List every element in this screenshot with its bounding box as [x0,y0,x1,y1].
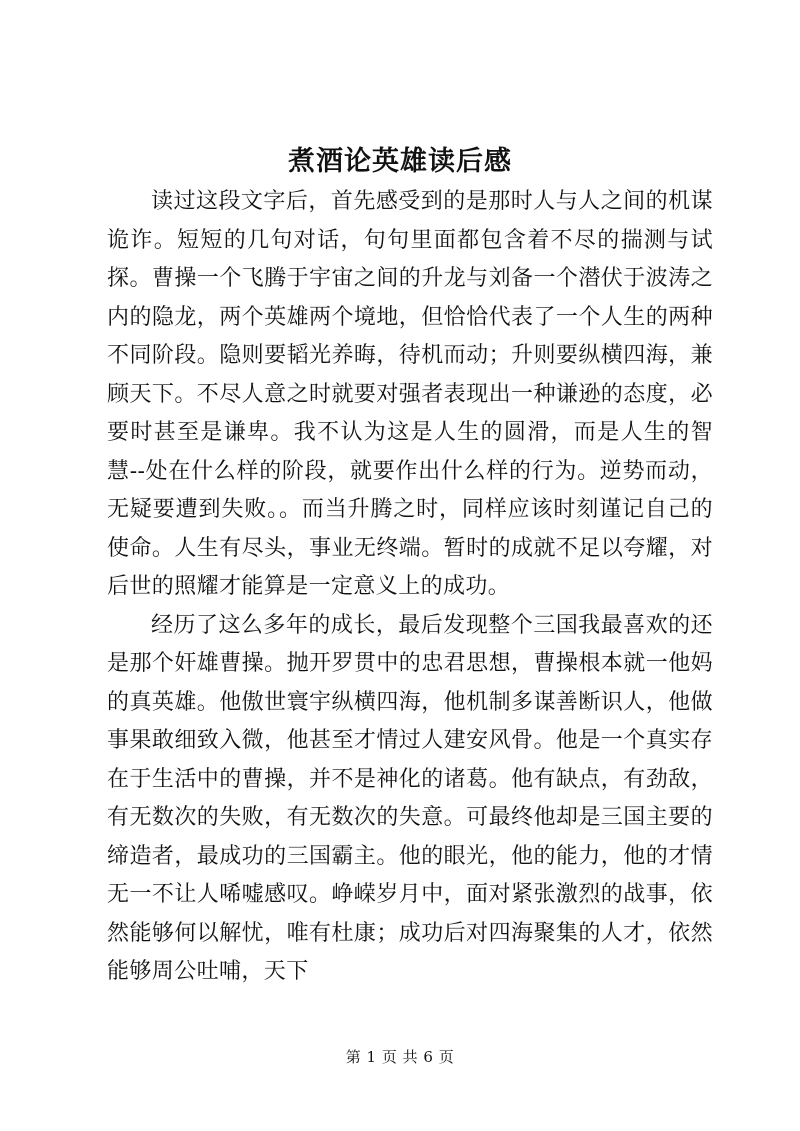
page-title: 煮酒论英雄读后感 [288,146,512,177]
paragraph-2: 经历了这么多年的成长，最后发现整个三国我最喜欢的还是那个奸雄曹操。抛开罗贯中的忠君思想，曹操根本就一他妈的真英雄。他傲世寰宇纵横四海，他机制多谋善断识人，他做事果敢细致入微，他甚至才情过人建安风骨。他是一个真实存在于生活中的曹操，并不是神化的诸葛。他有缺点，有劲敌，有无数次的失败，有无数次的失意。可最终他却是三国主要的缔造者，最成功的三国霸主。他的眼光，他的能力，他的才情无一不让人唏嘘感叹。峥嵘岁月中，面对紧张激烈的战事，依然能够何以解忧，唯有杜康；成功后对四海聚集的人才，依然能够周公吐哺，天下 [107,612,713,984]
document-body [107,183,713,992]
page-footer: 第 1 页 共 6 页 [345,1048,455,1066]
paragraph-1: 读过这段文字后，首先感受到的是那时人与人之间的机谋诡诈。短短的几句对话，句句里面都包含着不尽的揣测与试探。曹操一个飞腾于宇宙之间的升龙与刘备一个潜伏于波涛之内的隐龙，两个英雄两个境地，但恰恰代表了一个人生的两种不同阶段。隐则要韬光养晦，待机而动；升则要纵横四海，兼顾天下。不尽人意之时就要对强者表现出一种谦逊的态度，必要时甚至是谦卑。我不认为这是人生的圆滑，而是人生的智慧--处在什么样的阶段，就要作出什么样的行为。逆势而动，无疑要遭到失败。。而当升腾之时，同样应该时刻谨记自己的使命。人生有尽头，事业无终端。暂时的成就不足以夸耀，对后世的照耀才能算是一定意义上的成功。 [107,189,713,599]
